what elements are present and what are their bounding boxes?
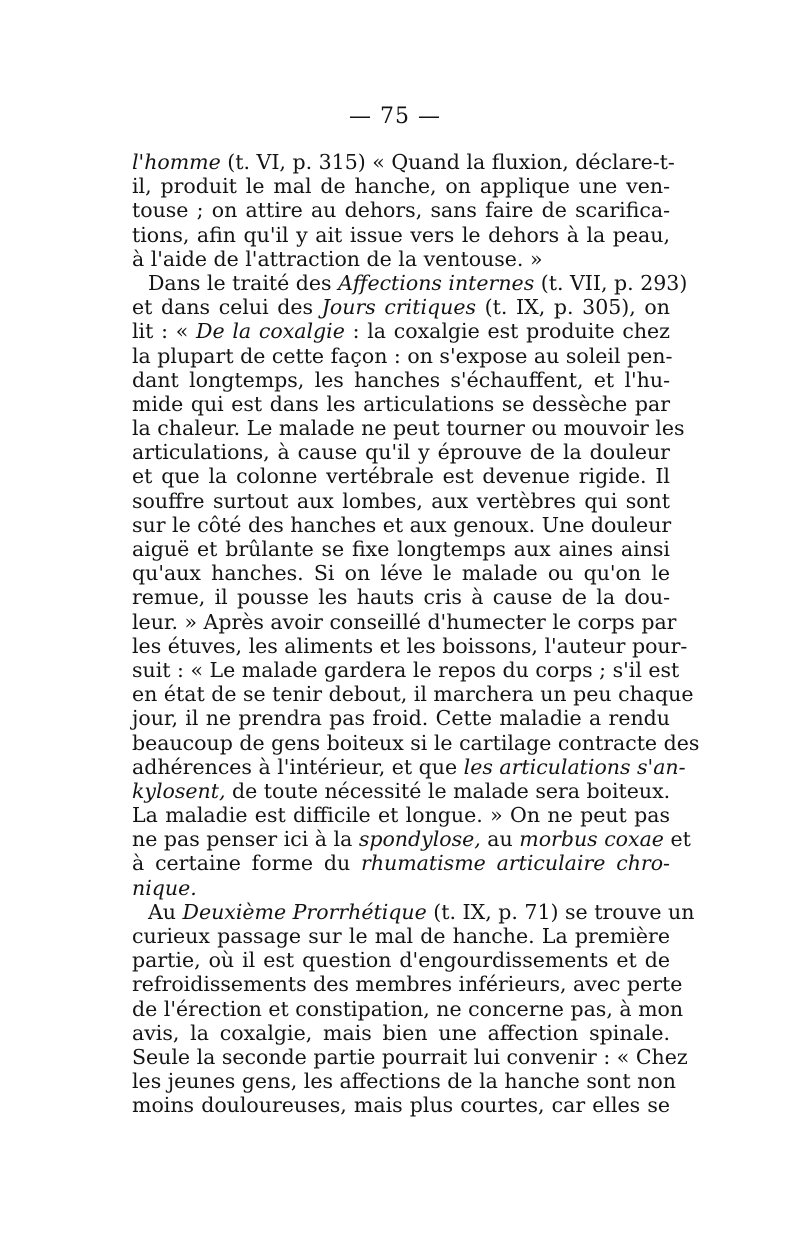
italic-text: Affections internes [338,270,535,295]
text-line [132,513,670,537]
text-line [132,223,670,247]
text-line [132,464,670,488]
text-segment: dant longtemps, les hanches s'échauffent, et l'hu- [132,367,670,392]
italic-text: Deuxième Prorrhétique [182,899,427,924]
text-line [132,247,670,271]
text-line [132,174,670,198]
text-line [132,319,670,343]
text-segment: les jeunes gens, les affections de la hanche sont non [132,1069,676,1094]
italic-text: spondylose, [358,827,481,852]
text-segment: de l'érection et constipation, ne concerne pas, à mon [132,996,684,1021]
text-line [132,754,686,779]
text-line [132,392,670,416]
text-line [132,440,670,464]
text-segment: (t. VII, p. 293) [534,270,688,295]
text-segment: de toute nécessité le malade sera boiteux. [225,778,671,803]
text-line [132,585,670,609]
text-segment: il, produit le mal de hanche, on applique une ven- [132,174,670,199]
text-segment: en état de se tenir debout, il marchera un peu chaque [132,682,694,707]
text-segment: mide qui est dans les articulations se dessèche par [132,391,670,416]
text-line [132,1021,670,1045]
text-segment: partie, où il est question d'engourdissements et de [132,948,670,973]
text-segment: jour, il ne prendra pas froid. Cette maladie a rendu [132,706,670,731]
text-line [132,609,677,634]
italic-text: nique. [132,875,197,900]
italic-text: morbus coxae [519,827,664,852]
text-line [132,972,683,997]
italic-text: kylosent, [132,778,226,803]
text-segment: Au [148,899,183,924]
text-line [132,779,670,803]
text-line [132,416,685,441]
text-line [132,633,688,658]
text-line [132,682,694,707]
text-segment: lit : « [132,319,197,344]
text-line [132,948,670,972]
italic-text: De la coxalgie [196,319,345,344]
text-segment: la plupart de cette façon : on s'expose au soleil pen- [132,343,673,368]
text-segment: et que la colonne vertébrale est devenue rigide. Il [132,464,670,489]
text-segment: (t. VI, p. 315) « Quand la fluxion, déclare-t- [220,150,675,174]
text-line [132,1044,688,1069]
text-line [132,295,670,319]
italic-text: l'homme [132,150,221,174]
text-segment: ne pas penser ici à la [132,827,359,852]
text-segment: à certaine forme du [132,851,362,876]
text-line [132,1093,670,1117]
text-segment: articulations, à cause qu'il y éprouve de la douleur [132,440,670,465]
text-line [132,996,684,1021]
text-segment: remue, il pousse les hauts cris à cause de la dou- [132,585,670,610]
text-segment: sur le côté des hanches et aux genoux. Une douleur [132,512,672,537]
text-line [132,657,680,682]
text-line [132,537,670,561]
text-segment: avis, la coxalgie, mais bien une affection spinale. [132,1020,670,1045]
text-segment: qu'aux hanches. Si on léve le malade ou qu'on le [132,561,670,586]
text-segment: aiguë et brûlante se fixe longtemps aux aines ainsi [132,537,670,561]
text-line [132,924,670,948]
text-segment: beaucoup de gens boiteux si le cartilage contracte des [132,730,700,755]
text-segment: adhérences à l'intérieur, et que [132,754,464,779]
text-line [132,899,695,924]
text-line [132,730,700,755]
text-segment: Dans le traité des [148,270,339,295]
text-segment: suit : « Le malade gardera le repos du corps ; s'il est [132,657,680,682]
italic-text: les articulations s'an- [463,754,686,779]
text-line [132,489,670,513]
text-line [132,343,673,368]
text-line [132,803,670,827]
text-line [132,706,670,730]
text-line [132,150,675,174]
text-segment: et dans celui des [132,295,322,320]
text-segment: La maladie est difficile et longue. » On ne peut pas [132,803,670,828]
text-segment: (t. IX, p. 71) se trouve un [426,899,695,924]
body-text [132,150,700,1118]
text-segment: touse ; on attire au dehors, sans faire de scarifica- [132,198,670,223]
text-line [132,827,691,852]
text-segment: tions, afin qu'il y ait issue vers le dehors à la peau, [132,222,670,247]
text-segment: les étuves, les aliments et les boissons, l'auteur pour- [132,633,688,658]
text-segment: leur. » Après avoir conseillé d'humecter le corps par [132,609,677,634]
italic-text: Jours critiques [321,295,477,320]
page-number: — 75 — [349,104,441,129]
text-segment: moins douloureuses, mais plus courtes, car elles se [132,1093,670,1118]
italic-text: rhumatisme articulaire chro- [361,851,670,876]
text-segment: refroidissements des membres inférieurs, avec perte [132,972,683,997]
text-line [132,561,670,585]
text-segment: souffre surtout aux lombes, aux vertèbres qui sont [132,488,670,513]
text-segment: curieux passage sur le mal de hanche. La première [132,924,670,948]
text-segment: au [480,827,520,852]
text-line [132,198,670,222]
text-segment: à l'aide de l'attraction de la ventouse. » [132,246,543,271]
text-line [132,368,670,392]
text-line [132,270,688,295]
text-line [132,876,670,900]
text-line [132,851,670,875]
text-segment: (t. IX, p. 305), on [476,295,670,320]
text-segment: et [663,827,691,852]
text-line [132,1069,676,1094]
text-segment: la chaleur. Le malade ne peut tourner ou mouvoir les [132,416,685,441]
text-segment: : la coxalgie est produite chez [344,319,670,344]
text-segment: Seule la seconde partie pourrait lui convenir : « Chez [132,1044,688,1069]
